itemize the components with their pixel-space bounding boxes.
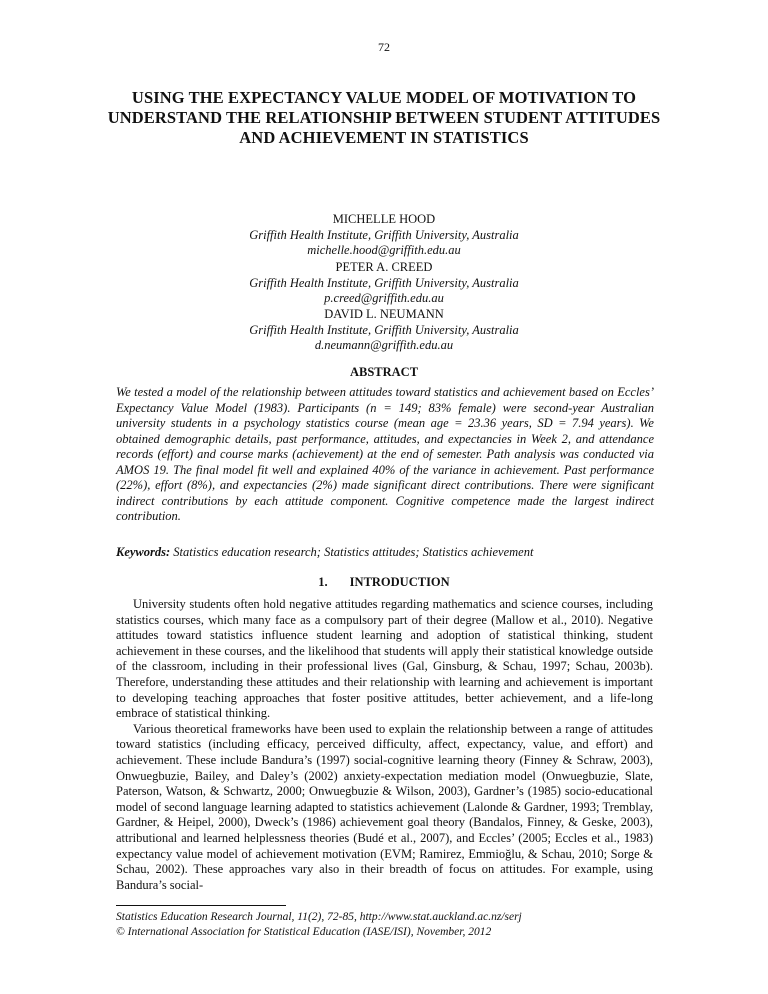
author-affiliation: Griffith Health Institute, Griffith University, Australia	[249, 275, 519, 290]
author-block	[0, 260, 768, 307]
section-number: 1.	[318, 575, 328, 589]
keywords-label: Keywords:	[116, 545, 171, 559]
author-block	[0, 307, 768, 354]
journal-footer	[116, 910, 656, 940]
paragraph: Various theoretical frameworks have been used to explain the relationship between a range of attitudes toward statistics (including efficacy, perceived difficulty, affect, expectancy, value, and effort) and achievement. These include Bandura’s (1997) social-cognitive learning theory (Finney & Schraw, 2003), Onwuegbuzie, Bailey, and Daley’s (2002) anxiety-expectation mediation model (Onwuegbuzie, Slate, Paterson, Watson, & Schwartz, 2000; Onwuegbuzie & Wilson, 2003), Gardner’s (1985) socio-educational model of second language learning adapted to statistics achievement (Lalonde & Gardner, 1993; Tremblay, Gardner, & Heipel, 2000), Dweck’s (1986) achievement goal theory (Bandalos, Finney, & Geske, 2003), attributional and learned helplessness theories (Budé et al., 2007), and Eccles’ (2005; Eccles et al., 1983) expectancy value model of achievement motivation (EVM; Ramirez, Emmioğlu, & Schau, 2010; Sorge & Schau, 2002). These approaches vary also in their breadth of focus on attitudes. For example, using Bandura’s social-	[116, 721, 653, 892]
author-block	[0, 212, 768, 259]
footnote-divider	[116, 905, 286, 906]
author-email: p.creed@griffith.edu.au	[324, 291, 444, 305]
abstract-heading: ABSTRACT	[349, 365, 419, 379]
section-title: INTRODUCTION	[349, 575, 450, 589]
author-affiliation: Griffith Health Institute, Griffith University, Australia	[249, 322, 519, 337]
paper-title: USING THE EXPECTANCY VALUE MODEL OF MOTIVATION TO UNDERSTAND THE RELATIONSHIP BETWEEN STUDENT ATTITUDES AND ACHIEVEMENT IN STATISTICS	[107, 88, 661, 147]
paragraph: University students often hold negative attitudes regarding mathematics and science courses, including statistics courses, which many face as a compulsory part of their degree (Mallow et al., 2010). Negative attitudes toward statistics influence student learning and adoption of statistical thinking, student achievement in these courses, and the likelihood that students will apply their statistical knowledge outside of the classroom, including in their professional lives (Gal, Ginsburg, & Schau, 1997; Schau, 2003b). Therefore, understanding these attitudes and their relationship with learning and achievement is important to developing teaching approaches that foster positive attitudes, better achievement, and a life-long embrace of statistical thinking.	[116, 597, 653, 721]
journal-citation: Statistics Education Research Journal, 11(2), 72-85, http://www.stat.auckland.ac.nz/serj	[116, 911, 522, 923]
abstract-text: We tested a model of the relationship between attitudes toward statistics and achievement based on Eccles’ Expectancy Value Model (1983). Participants (n = 149; 83% female) were second-year Australian university students in a psychology statistics course (mean age = 23.36 years, SD = 7.94 years). We obtained demographic details, past performance, attitudes, and expectancies in Week 2, and attendance records (effort) and course marks (achievement) at the end of semester. Path analysis was conducted via AMOS 19. The final model fit well and explained 40% of the variance in achievement. Past performance (22%), effort (8%), and expectancies (2%) made significant direct contributions. There were significant indirect contributions by each attitude component. Cognitive competence made the largest indirect contribution.	[116, 385, 654, 523]
section-heading	[0, 575, 768, 590]
page-number: 72	[378, 40, 390, 54]
keywords	[116, 545, 656, 561]
body-text	[116, 597, 653, 893]
keywords-text: Statistics education research; Statistics attitudes; Statistics achievement	[173, 545, 534, 559]
author-name: MICHELLE HOOD	[332, 212, 436, 226]
copyright-line: © International Association for Statistical Education (IASE/ISI), November, 2012	[116, 926, 492, 938]
author-name: PETER A. CREED	[335, 260, 433, 274]
author-email: michelle.hood@griffith.edu.au	[307, 243, 461, 257]
author-email: d.neumann@griffith.edu.au	[314, 338, 454, 352]
author-affiliation: Griffith Health Institute, Griffith University, Australia	[249, 227, 519, 242]
author-name: DAVID L. NEUMANN	[324, 307, 444, 321]
